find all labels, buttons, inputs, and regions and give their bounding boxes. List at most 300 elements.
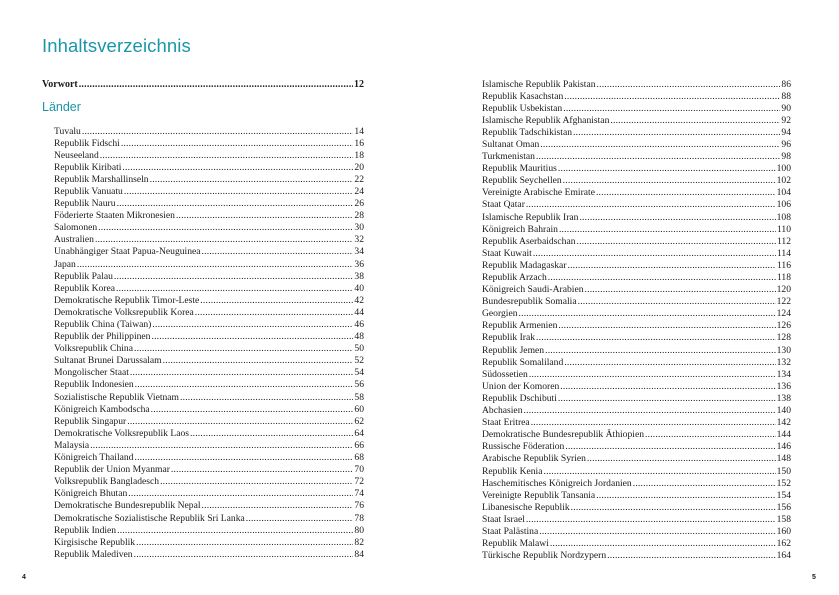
toc-entry-page-number: 152 xyxy=(776,477,791,489)
toc-entry[interactable] xyxy=(54,343,364,355)
toc-entry[interactable] xyxy=(482,91,791,103)
toc-entry-page-number: 50 xyxy=(354,343,364,355)
toc-entry[interactable] xyxy=(482,381,791,393)
toc-entry-page-number: 148 xyxy=(776,453,791,465)
dot-leader xyxy=(596,490,775,502)
toc-entry-page-number: 44 xyxy=(354,306,364,318)
toc-entry-title: Republik Malediven xyxy=(54,548,133,560)
dot-leader xyxy=(536,332,776,344)
toc-entry[interactable] xyxy=(54,162,364,174)
toc-entry-title: Demokratische Republik Timor-Leste xyxy=(54,294,200,306)
toc-entry-title: Demokratische Bundesrepublik Äthiopien xyxy=(482,429,644,441)
toc-entry[interactable] xyxy=(482,151,791,163)
toc-entry-title: Staat Qatar xyxy=(482,199,525,211)
toc-entry-title: Republik Mauritius xyxy=(482,163,557,175)
toc-entry-title: Libanesische Republik xyxy=(482,501,570,513)
dot-leader xyxy=(122,162,353,174)
toc-entry[interactable] xyxy=(482,441,791,453)
toc-entry-title: Republik Arzach xyxy=(482,272,547,283)
dot-leader xyxy=(645,429,776,441)
toc-entry[interactable] xyxy=(54,537,364,549)
dot-leader xyxy=(180,392,353,404)
toc-entry-title: Islamische Republik Iran xyxy=(482,211,579,223)
toc-entry-title: Königreich Saudi-Arabien xyxy=(482,284,584,296)
dot-leader xyxy=(134,452,353,464)
toc-entry-page-number: 24 xyxy=(354,185,364,197)
toc-entry-page-number: 46 xyxy=(354,319,364,330)
toc-entry-page-number: 158 xyxy=(776,513,791,525)
toc-entry-page-number: 128 xyxy=(776,332,791,344)
toc-entry[interactable] xyxy=(482,127,791,139)
toc-entry-page-number: 124 xyxy=(776,308,791,320)
toc-entry-page-number: 96 xyxy=(781,138,791,150)
toc-entry[interactable] xyxy=(54,513,364,525)
dot-leader xyxy=(563,175,776,187)
toc-entry-title: Republik Jemen xyxy=(482,344,545,356)
page-number-left: 4 xyxy=(22,574,26,581)
toc-entry[interactable] xyxy=(482,224,791,236)
toc-entry[interactable] xyxy=(54,174,364,186)
toc-entry-page-number: 146 xyxy=(776,441,791,453)
toc-entry-page-number: 156 xyxy=(776,501,791,513)
toc-entry-title: Vereinigte Arabische Emirate xyxy=(482,187,595,199)
toc-entry-page-number: 126 xyxy=(776,320,791,332)
toc-entry[interactable] xyxy=(482,453,791,465)
dot-leader xyxy=(596,187,776,199)
toc-entry-title: Republik Madagaskar xyxy=(482,259,567,271)
toc-entry-title: Republik Usbekistan xyxy=(482,102,563,114)
toc-entry-title: Russische Föderation xyxy=(482,441,565,453)
dot-leader xyxy=(100,150,354,162)
dot-leader xyxy=(543,466,775,478)
dot-leader xyxy=(564,357,775,369)
toc-entry[interactable] xyxy=(482,550,791,562)
dot-leader xyxy=(526,199,776,211)
toc-entry-title: Republik Armenien xyxy=(482,320,558,332)
toc-entry-page-number: 38 xyxy=(354,270,364,282)
toc-entry-page-number: 56 xyxy=(354,379,364,391)
toc-entry-title: Demokratische Volksrepublik Laos xyxy=(54,427,190,439)
toc-entry-page-number: 142 xyxy=(776,417,791,429)
toc-entry-title: Republik Kasachstan xyxy=(482,90,564,102)
toc-entry[interactable] xyxy=(482,417,791,429)
toc-entry[interactable] xyxy=(54,331,364,343)
toc-entry-page-number: 98 xyxy=(781,151,791,163)
toc-entry-page-number: 134 xyxy=(776,368,791,380)
toc-entry-title: Föderierte Staaten Mikronesien xyxy=(54,210,175,222)
toc-entry-page-number: 20 xyxy=(354,161,364,173)
toc-entry[interactable] xyxy=(54,525,364,537)
toc-entry-page-number: 86 xyxy=(781,78,791,90)
toc-entry[interactable] xyxy=(482,478,791,490)
toc-entry-page-number: 140 xyxy=(776,405,791,417)
toc-entry-title: Republik Malawi xyxy=(482,538,549,550)
toc-entry-page-number: 90 xyxy=(781,102,791,114)
toc-list-left xyxy=(54,126,364,561)
toc-entry-page-number: 68 xyxy=(354,452,364,464)
toc-entry[interactable] xyxy=(54,222,364,234)
dot-leader xyxy=(567,260,775,272)
toc-entry[interactable] xyxy=(482,79,791,91)
toc-entry[interactable] xyxy=(482,357,791,369)
toc-entry[interactable] xyxy=(482,526,791,538)
toc-entry-title: Republik Seychellen xyxy=(482,175,562,187)
dot-leader xyxy=(171,464,354,476)
toc-entry-page-number: 78 xyxy=(354,512,364,524)
toc-entry-title: Republik Aserbaidschan xyxy=(482,235,576,247)
toc-entry[interactable] xyxy=(54,307,364,319)
toc-entry-page-number: 106 xyxy=(776,199,791,211)
toc-entry-title: Demokratische Bundesrepublik Nepal xyxy=(54,500,201,512)
toc-entry-title: Republik Vanuatu xyxy=(54,185,123,197)
dot-leader xyxy=(633,478,776,490)
toc-entry-page-number: 30 xyxy=(354,222,364,234)
toc-entry-title: Republik China (Taiwan) xyxy=(54,319,152,330)
dot-leader xyxy=(134,549,354,561)
toc-entry[interactable] xyxy=(54,452,364,464)
toc-list-right xyxy=(482,79,791,563)
toc-entry-page-number: 18 xyxy=(354,149,364,161)
toc-entry-title: Haschemitisches Königreich Jordanien xyxy=(482,477,632,489)
dot-leader xyxy=(578,296,776,308)
dot-leader xyxy=(597,79,781,91)
dot-leader xyxy=(573,127,780,139)
toc-entry[interactable] xyxy=(54,464,364,476)
dot-leader xyxy=(163,355,354,367)
toc-entry[interactable] xyxy=(482,103,791,115)
toc-entry-title: Sultanat Oman xyxy=(482,138,540,150)
toc-entry-page-number: 64 xyxy=(354,427,364,439)
toc-entry-page-number: 54 xyxy=(354,367,364,379)
toc-entry-title: Staat Eritrea xyxy=(482,417,530,429)
toc-entry[interactable] xyxy=(54,404,364,416)
toc-entry-page-number: 60 xyxy=(354,403,364,415)
toc-entry[interactable] xyxy=(482,175,791,187)
dot-leader xyxy=(540,139,780,151)
toc-entry[interactable] xyxy=(54,355,364,367)
dot-leader xyxy=(90,440,353,452)
toc-entry[interactable] xyxy=(54,428,364,440)
dot-leader xyxy=(563,103,780,115)
toc-entry[interactable] xyxy=(54,150,364,162)
toc-entry-title: Republik der Philippinen xyxy=(54,331,151,343)
dot-leader xyxy=(533,248,776,260)
toc-entry[interactable] xyxy=(482,466,791,478)
dot-leader xyxy=(577,236,776,248)
toc-entry[interactable] xyxy=(54,138,364,150)
dot-leader xyxy=(79,79,353,90)
toc-entry-title: Königreich Bhutan xyxy=(54,488,128,500)
toc-entry[interactable] xyxy=(482,320,791,332)
dot-leader xyxy=(548,272,776,284)
toc-entry-title: Australien xyxy=(54,234,94,246)
toc-entry[interactable] xyxy=(482,260,791,272)
toc-entry-page-number: 162 xyxy=(776,538,791,550)
toc-entry-page-number: 114 xyxy=(776,247,791,259)
toc-entry[interactable] xyxy=(482,139,791,151)
toc-entry-page-number: 136 xyxy=(776,380,791,392)
toc-entry-title: Republik Kenia xyxy=(482,465,543,477)
toc-entry-page-number: 118 xyxy=(776,272,791,283)
toc-entry[interactable] xyxy=(54,186,364,198)
dot-leader xyxy=(121,138,354,150)
toc-entry[interactable] xyxy=(54,500,364,512)
toc-entry-page-number: 80 xyxy=(354,524,364,536)
dot-leader xyxy=(130,367,354,379)
toc-entry-page-number: 22 xyxy=(354,173,364,185)
toc-entry-page-number: 66 xyxy=(354,439,364,451)
dot-leader xyxy=(135,379,354,391)
toc-entry-title: Republik Fidschi xyxy=(54,137,120,149)
toc-entry[interactable] xyxy=(482,272,791,284)
page-number-right: 5 xyxy=(812,574,816,581)
dot-leader xyxy=(571,502,776,514)
toc-entry-title: Islamische Republik Pakistan xyxy=(482,78,596,90)
dot-leader xyxy=(82,126,354,138)
toc-entry-title: Sozialistische Republik Vietnam xyxy=(54,391,180,403)
toc-entry-page-number: 88 xyxy=(781,90,791,102)
dot-leader xyxy=(565,441,775,453)
dot-leader xyxy=(127,416,353,428)
toc-entry-title: Unabhängiger Staat Papua-Neuguinea xyxy=(54,246,201,258)
toc-entry-title: Turkmenistan xyxy=(482,151,535,163)
toc-entry[interactable] xyxy=(54,246,364,258)
toc-entry-title: Abchasien xyxy=(482,405,523,417)
toc-entry-title: Republik Indien xyxy=(54,524,117,536)
toc-entry-page-number: 164 xyxy=(776,550,791,562)
toc-entry-title: Islamische Republik Afghanistan xyxy=(482,114,610,126)
toc-entry[interactable] xyxy=(482,187,791,199)
toc-entry-page-number: 160 xyxy=(776,525,791,537)
toc-entry-title: Republik Palau xyxy=(54,270,113,282)
dot-leader xyxy=(124,186,354,198)
toc-entry-title: Staat Palästina xyxy=(482,525,539,537)
toc-entry-page-number: 84 xyxy=(354,548,364,560)
toc-entry-page-number: 72 xyxy=(354,476,364,488)
dot-leader xyxy=(531,417,776,429)
toc-entry-page-number: 138 xyxy=(776,392,791,404)
toc-entry[interactable] xyxy=(482,296,791,308)
toc-entry[interactable] xyxy=(54,392,364,404)
dot-leader xyxy=(152,319,353,331)
dot-leader xyxy=(95,234,353,246)
section-heading: Länder xyxy=(42,100,81,114)
toc-entry-title: Republik Nauru xyxy=(54,198,116,210)
toc-entry[interactable] xyxy=(54,283,364,295)
toc-entry[interactable] xyxy=(54,319,364,331)
dot-leader xyxy=(539,526,775,538)
toc-entry-page-number: 130 xyxy=(776,344,791,356)
toc-entry-title: Japan xyxy=(54,258,76,270)
toc-entry-page-number: 108 xyxy=(776,211,791,223)
toc-entry-title: Republik Somaliland xyxy=(482,356,564,368)
dot-leader xyxy=(610,115,780,127)
dot-leader xyxy=(202,246,354,258)
toc-entry-title: Staat Kuwait xyxy=(482,247,532,259)
dot-leader xyxy=(524,405,776,417)
toc-entry-page-number: 112 xyxy=(776,235,791,247)
dot-leader xyxy=(558,393,776,405)
toc-entry[interactable] xyxy=(482,199,791,211)
dot-leader xyxy=(585,284,776,296)
toc-entry-title: Salomonen xyxy=(54,222,98,234)
toc-entry-title: Republik Kiribati xyxy=(54,161,122,173)
toc-entry-page-number: 40 xyxy=(354,282,364,294)
toc-entry-page-number: 62 xyxy=(354,415,364,427)
toc-entry[interactable] xyxy=(482,332,791,344)
toc-entry[interactable] xyxy=(54,271,364,283)
toc-entry[interactable] xyxy=(482,514,791,526)
toc-entry-page-number: 36 xyxy=(354,258,364,270)
dot-leader xyxy=(560,381,775,393)
toc-entry-title: Kirgisische Republik xyxy=(54,536,136,548)
toc-entry-page-number: 92 xyxy=(781,114,791,126)
dot-leader xyxy=(117,525,353,537)
toc-entry-title: Bundesrepublik Somalia xyxy=(482,296,577,308)
toc-entry-title: Südossetien xyxy=(482,368,528,380)
toc-entry-page-number: 58 xyxy=(354,391,364,403)
toc-entry[interactable] xyxy=(54,198,364,210)
dot-leader xyxy=(558,163,776,175)
dot-leader xyxy=(117,198,354,210)
dot-leader xyxy=(151,404,354,416)
toc-entry-title: Malaysia xyxy=(54,439,90,451)
toc-entry[interactable] xyxy=(54,295,364,307)
toc-entry[interactable] xyxy=(482,429,791,441)
toc-entry-page-number: 102 xyxy=(776,175,791,187)
toc-entry-title: Mongolischer Staat xyxy=(54,367,129,379)
toc-entry-title: Königreich Kambodscha xyxy=(54,403,150,415)
toc-entry-title: Türkische Republik Nordzypern xyxy=(482,550,607,562)
dot-leader xyxy=(160,476,353,488)
toc-entry[interactable] xyxy=(54,367,364,379)
toc-entry-title: Arabische Republik Syrien xyxy=(482,453,586,465)
toc-entry-title: Republik Korea xyxy=(54,282,116,294)
toc-entry-title: Demokratische Sozialistische Republik Sri Lanka xyxy=(54,512,245,524)
toc-entry-title: Neuseeland xyxy=(54,149,99,161)
toc-entry[interactable] xyxy=(54,416,364,428)
dot-leader xyxy=(550,538,776,550)
toc-entry[interactable] xyxy=(54,476,364,488)
page-title: Inhaltsverzeichnis xyxy=(42,35,191,56)
toc-entry-title: Volksrepublik Bangladesch xyxy=(54,476,160,488)
toc-entry-page-number: 14 xyxy=(354,125,364,137)
dot-leader xyxy=(559,224,776,236)
dot-leader xyxy=(151,331,353,343)
toc-entry-title: Sultanat Brunei Darussalam xyxy=(54,355,162,367)
toc-entry-page-number: 154 xyxy=(776,489,791,501)
foreword-page-number: 12 xyxy=(354,79,364,90)
dot-leader xyxy=(607,550,775,562)
dot-leader xyxy=(195,307,354,319)
toc-entry-page-number: 26 xyxy=(354,198,364,210)
dot-leader xyxy=(587,453,776,465)
toc-entry[interactable] xyxy=(482,538,791,550)
dot-leader xyxy=(545,345,776,357)
toc-entry[interactable] xyxy=(482,212,791,224)
toc-entry[interactable] xyxy=(54,440,364,452)
toc-entry-page-number: 110 xyxy=(776,223,791,235)
dot-leader xyxy=(190,428,353,440)
dot-leader xyxy=(558,320,775,332)
toc-entry-title: Königreich Thailand xyxy=(54,452,134,464)
toc-entry-title: Vereinigte Republik Tansania xyxy=(482,489,596,501)
dot-leader xyxy=(150,174,354,186)
toc-entry[interactable] xyxy=(482,163,791,175)
toc-entry-page-number: 32 xyxy=(354,234,364,246)
toc-entry-page-number: 28 xyxy=(354,210,364,222)
dot-leader xyxy=(519,308,776,320)
dot-leader xyxy=(136,537,353,549)
dot-leader xyxy=(529,369,776,381)
toc-entry-title: Republik Singapur xyxy=(54,415,127,427)
toc-entry-page-number: 74 xyxy=(354,488,364,500)
toc-entry[interactable] xyxy=(54,259,364,271)
toc-entry-page-number: 144 xyxy=(776,429,791,441)
toc-entry-title: Tuvalu xyxy=(54,125,81,137)
toc-entry-page-number: 120 xyxy=(776,284,791,296)
toc-entry[interactable] xyxy=(482,490,791,502)
dot-leader xyxy=(564,91,780,103)
dot-leader xyxy=(176,210,353,222)
toc-entry[interactable] xyxy=(54,234,364,246)
toc-entry-title: Königreich Bahrain xyxy=(482,223,558,235)
toc-entry[interactable] xyxy=(482,284,791,296)
toc-entry[interactable] xyxy=(482,248,791,260)
toc-entry-title: Republik Tadschikistan xyxy=(482,126,573,138)
dot-leader xyxy=(116,283,353,295)
toc-entry[interactable] xyxy=(482,369,791,381)
toc-entry[interactable] xyxy=(54,210,364,222)
toc-entry-page-number: 70 xyxy=(354,464,364,476)
toc-entry-page-number: 48 xyxy=(354,331,364,343)
toc-entry-page-number: 82 xyxy=(354,536,364,548)
toc-entry-title: Republik Marshallinseln xyxy=(54,173,149,185)
toc-entry[interactable] xyxy=(482,115,791,127)
dot-leader xyxy=(98,222,353,234)
toc-entry[interactable] xyxy=(54,549,364,561)
toc-entry-title: Georgien xyxy=(482,308,518,320)
dot-leader xyxy=(579,212,775,224)
toc-entry-page-number: 94 xyxy=(781,126,791,138)
toc-entry-page-number: 132 xyxy=(776,356,791,368)
toc-entry[interactable] xyxy=(482,345,791,357)
toc-entry[interactable] xyxy=(54,126,364,138)
toc-entry-page-number: 42 xyxy=(354,294,364,306)
toc-entry[interactable] xyxy=(482,405,791,417)
toc-entry-title: Staat Israel xyxy=(482,513,525,525)
dot-leader xyxy=(536,151,780,163)
dot-leader xyxy=(526,514,776,526)
toc-entry[interactable] xyxy=(482,393,791,405)
toc-entry[interactable] xyxy=(54,488,364,500)
foreword-entry[interactable] xyxy=(42,79,364,90)
toc-entry-title: Republik Irak xyxy=(482,332,536,344)
toc-entry-page-number: 76 xyxy=(354,500,364,512)
toc-entry-title: Republik Dschibuti xyxy=(482,392,557,404)
toc-entry-page-number: 104 xyxy=(776,187,791,199)
toc-entry[interactable] xyxy=(482,502,791,514)
dot-leader xyxy=(114,271,354,283)
dot-leader xyxy=(134,343,353,355)
toc-entry-page-number: 16 xyxy=(354,137,364,149)
toc-entry[interactable] xyxy=(54,379,364,391)
toc-entry-title: Union der Komoren xyxy=(482,380,560,392)
toc-entry[interactable] xyxy=(482,236,791,248)
toc-entry[interactable] xyxy=(482,308,791,320)
dot-leader xyxy=(202,500,354,512)
dot-leader xyxy=(77,259,354,271)
